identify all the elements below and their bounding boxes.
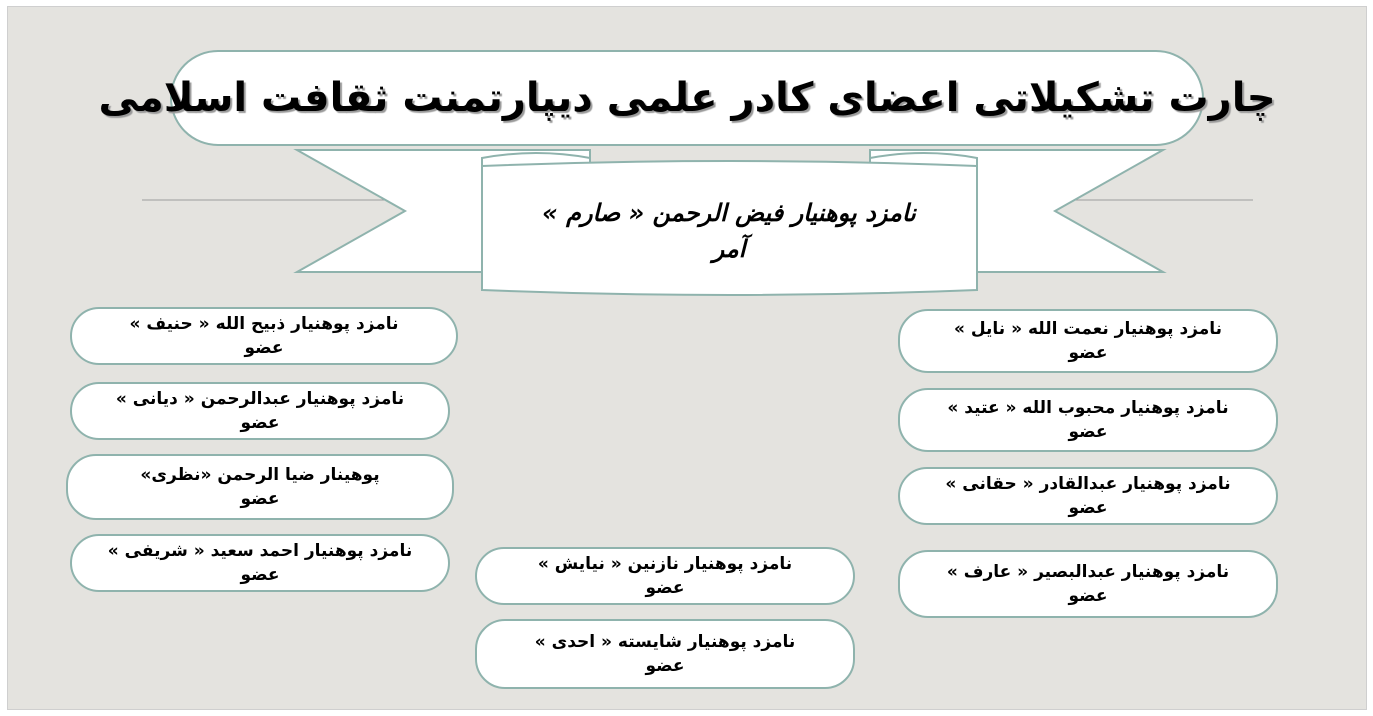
member-name: پوهینار ضیا الرحمن «نظری» [140, 465, 380, 485]
member-name: نامزد پوهنیار احمد سعید « شریفی » [107, 541, 413, 561]
head-of-department-box [484, 172, 974, 290]
member-role: عضو [1068, 586, 1108, 606]
member-name: نامزد پوهنیار نازنین « نیایش » [537, 554, 793, 574]
head-name: نامزد پوهنیار فیض الرحمن « صارم » [542, 199, 916, 227]
member-box-right-4 [898, 550, 1278, 618]
member-box-right-2 [898, 388, 1278, 452]
member-role: عضو [1068, 422, 1108, 442]
member-name: نامزد پوهنیار عبدالرحمن « دیانی » [115, 389, 405, 409]
member-role: عضو [244, 338, 284, 358]
member-role: عضو [1068, 498, 1108, 518]
chart-title: چارت تشکیلاتی اعضای کادر علمی دیپارتمنت ثقافت اسلامی [98, 75, 1276, 121]
member-box-center-1 [475, 547, 855, 605]
member-role: عضو [240, 565, 280, 585]
member-role: عضو [240, 489, 280, 509]
member-name: نامزد پوهنیار محبوب الله « عتید » [947, 398, 1229, 418]
member-name: نامزد پوهنیار شایسته « احدی » [534, 632, 796, 652]
member-name: نامزد پوهنیار ذبیح الله « حنیف » [129, 314, 399, 334]
member-box-right-1 [898, 309, 1278, 373]
member-name: نامزد پوهنیار نعمت الله « نایل » [953, 319, 1223, 339]
member-name: نامزد پوهنیار عبدالبصیر « عارف » [946, 562, 1230, 582]
head-role: آمر [712, 235, 746, 263]
member-box-right-3 [898, 467, 1278, 525]
member-box-left-1 [70, 307, 458, 365]
title-banner [98, 50, 1276, 146]
member-role: عضو [645, 578, 685, 598]
member-role: عضو [1068, 343, 1108, 363]
member-box-left-2 [70, 382, 450, 440]
member-name: نامزد پوهنیار عبدالقادر « حقانی » [945, 474, 1231, 494]
member-role: عضو [645, 656, 685, 676]
member-role: عضو [240, 413, 280, 433]
member-box-left-3 [66, 454, 454, 520]
member-box-left-4 [70, 534, 450, 592]
member-box-center-2 [475, 619, 855, 689]
